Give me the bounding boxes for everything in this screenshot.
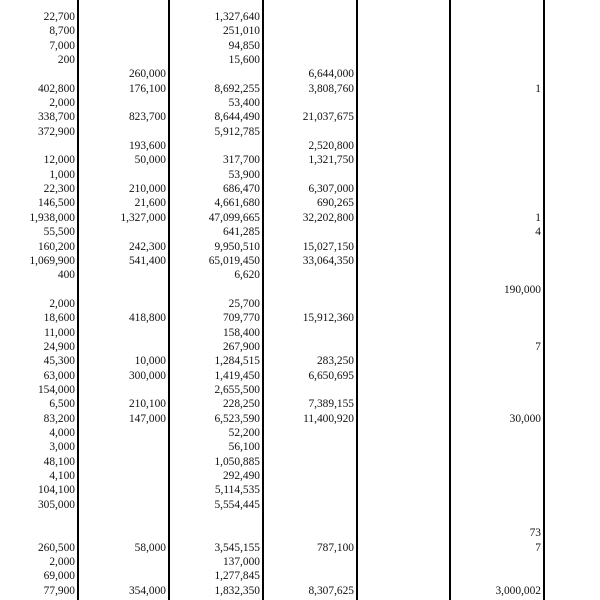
table-cell xyxy=(359,340,447,354)
table-cell: 2,000 xyxy=(49,97,75,110)
table-cell: 52,200 xyxy=(228,426,260,439)
table-cell: 73 xyxy=(529,527,541,540)
table-cell: 541,400 xyxy=(128,254,166,267)
table-cell: 45,300 xyxy=(43,355,75,368)
table-cell xyxy=(80,96,166,110)
table-cell: 8,692,255 xyxy=(214,82,260,95)
table-cell xyxy=(359,254,447,268)
table-cell xyxy=(359,67,447,81)
table-cell: 11,000 xyxy=(44,326,75,339)
table-cell: 200 xyxy=(57,54,75,67)
table-cell xyxy=(265,168,354,182)
table-cell xyxy=(265,297,354,311)
table-cell: 146,500 xyxy=(37,197,75,210)
table-cell: 7 xyxy=(535,541,541,554)
table-cell: 210,000 xyxy=(128,183,166,196)
table-cell: 32,202,800 xyxy=(302,211,354,224)
table-cell xyxy=(452,426,541,440)
table-cell xyxy=(452,455,541,469)
table-cell: 22,700 xyxy=(43,11,75,23)
table-cell xyxy=(0,526,75,540)
table-cell: 190,000 xyxy=(503,283,541,296)
table-cell xyxy=(359,82,447,96)
table-cell: 176,100 xyxy=(128,82,166,95)
table-cell xyxy=(0,139,75,153)
table-cell: 158,400 xyxy=(222,326,260,339)
table-cell xyxy=(265,455,354,469)
table-cell: 709,770 xyxy=(222,312,260,325)
table-cell: 2,000 xyxy=(49,297,75,310)
table-cell: 6,307,000 xyxy=(308,183,354,196)
table-cell xyxy=(452,96,541,110)
table-cell: 260,500 xyxy=(37,541,75,554)
column-divider xyxy=(543,0,545,600)
table-cell xyxy=(171,512,260,526)
table-cell xyxy=(0,512,75,526)
column-divider xyxy=(168,0,170,600)
table-cell xyxy=(265,283,354,297)
table-cell xyxy=(359,96,447,110)
table-cell: 10,000 xyxy=(134,355,166,368)
table-cell: 15,912,360 xyxy=(302,312,354,325)
column-6 xyxy=(452,10,541,598)
table-cell xyxy=(265,440,354,454)
table-cell xyxy=(359,297,447,311)
table-cell xyxy=(265,96,354,110)
table-cell xyxy=(80,39,166,53)
table-cell xyxy=(265,268,354,282)
table-cell xyxy=(359,283,447,297)
table-cell xyxy=(265,10,354,24)
table-cell xyxy=(452,498,541,512)
table-cell xyxy=(171,526,260,540)
table-cell xyxy=(452,110,541,124)
table-cell: 5,912,785 xyxy=(214,125,260,138)
table-cell xyxy=(359,354,447,368)
table-cell: 24,900 xyxy=(43,340,75,353)
table-cell xyxy=(359,555,447,569)
table-cell xyxy=(265,383,354,397)
table-cell xyxy=(359,369,447,383)
column-3 xyxy=(171,10,260,598)
table-cell xyxy=(265,498,354,512)
table-cell xyxy=(452,512,541,526)
table-cell: 1,050,885 xyxy=(214,455,260,468)
table-cell xyxy=(359,240,447,254)
table-cell: 15,600 xyxy=(228,54,260,67)
table-cell xyxy=(452,268,541,282)
table-cell xyxy=(359,526,447,540)
table-cell xyxy=(359,39,447,53)
table-cell: 338,700 xyxy=(37,111,75,124)
table-cell: 6,650,695 xyxy=(308,369,354,382)
table-cell xyxy=(452,483,541,497)
table-cell: 354,000 xyxy=(128,584,166,597)
table-cell xyxy=(80,498,166,512)
table-cell: 823,700 xyxy=(128,111,166,124)
table-cell xyxy=(359,326,447,340)
table-cell xyxy=(265,125,354,139)
table-cell xyxy=(265,426,354,440)
table-cell: 8,307,625 xyxy=(308,584,354,597)
table-cell: 7 xyxy=(535,340,541,353)
table-cell xyxy=(452,67,541,81)
table-cell xyxy=(80,268,166,282)
column-2 xyxy=(80,10,166,598)
table-cell xyxy=(80,10,166,24)
table-cell xyxy=(80,383,166,397)
table-cell xyxy=(359,455,447,469)
table-cell xyxy=(359,10,447,24)
table-cell xyxy=(359,110,447,124)
table-cell xyxy=(265,526,354,540)
table-cell xyxy=(171,283,260,297)
table-cell xyxy=(359,311,447,325)
table-cell: 4,100 xyxy=(49,470,75,482)
table-cell xyxy=(80,340,166,354)
table-cell: 77,900 xyxy=(43,584,75,597)
table-cell: 686,470 xyxy=(222,183,260,196)
table-cell: 22,300 xyxy=(43,183,75,196)
column-divider xyxy=(356,0,358,600)
table-cell: 154,000 xyxy=(37,383,75,396)
table-cell: 267,900 xyxy=(222,340,260,353)
table-cell xyxy=(359,225,447,239)
table-cell xyxy=(359,24,447,38)
table-cell: 305,000 xyxy=(37,498,75,511)
table-cell xyxy=(359,397,447,411)
table-cell: 1,832,350 xyxy=(214,584,260,597)
table-cell xyxy=(80,168,166,182)
table-cell: 1,327,640 xyxy=(214,11,260,23)
table-cell: 3,808,760 xyxy=(308,82,354,95)
table-cell xyxy=(0,283,75,297)
table-cell: 6,620 xyxy=(234,269,260,282)
table-cell xyxy=(452,53,541,67)
table-cell xyxy=(359,483,447,497)
table-cell: 1,938,000 xyxy=(29,211,75,224)
table-cell: 5,114,535 xyxy=(214,484,260,497)
table-cell xyxy=(359,53,447,67)
table-cell: 3,000 xyxy=(49,441,75,454)
table-cell xyxy=(452,369,541,383)
table-cell: 137,000 xyxy=(222,556,260,569)
table-cell: 317,700 xyxy=(222,154,260,167)
table-cell: 50,000 xyxy=(134,154,166,167)
table-cell: 6,500 xyxy=(49,398,75,411)
column-5 xyxy=(359,10,447,598)
table-cell: 56,100 xyxy=(228,441,260,454)
table-cell xyxy=(265,39,354,53)
table-cell xyxy=(80,512,166,526)
table-cell: 402,800 xyxy=(37,82,75,95)
table-cell: 55,500 xyxy=(43,226,75,239)
table-cell xyxy=(359,412,447,426)
table-cell xyxy=(80,526,166,540)
table-cell: 6,644,000 xyxy=(308,68,354,81)
table-cell xyxy=(452,196,541,210)
table-cell: 4,661,680 xyxy=(214,197,260,210)
table-cell xyxy=(265,512,354,526)
table-cell: 418,800 xyxy=(128,312,166,325)
table-cell xyxy=(452,326,541,340)
table-cell xyxy=(452,39,541,53)
table-cell: 641,285 xyxy=(222,226,260,239)
column-4 xyxy=(265,10,354,598)
table-cell xyxy=(80,53,166,67)
table-cell: 283,250 xyxy=(316,355,354,368)
table-cell xyxy=(265,340,354,354)
table-cell: 228,250 xyxy=(222,398,260,411)
table-cell: 372,900 xyxy=(37,125,75,138)
table-cell xyxy=(452,139,541,153)
table-cell: 1 xyxy=(535,82,541,95)
table-cell xyxy=(80,225,166,239)
table-cell xyxy=(80,455,166,469)
table-cell xyxy=(265,326,354,340)
table-cell: 21,600 xyxy=(134,197,166,210)
table-cell xyxy=(80,326,166,340)
column-divider xyxy=(262,0,264,600)
table-cell: 1,000 xyxy=(49,168,75,181)
table-cell: 15,027,150 xyxy=(302,240,354,253)
table-cell xyxy=(359,512,447,526)
table-cell xyxy=(452,397,541,411)
table-cell: 300,000 xyxy=(128,369,166,382)
table-cell: 33,064,350 xyxy=(302,254,354,267)
table-cell: 2,520,800 xyxy=(308,140,354,153)
table-cell xyxy=(452,569,541,583)
table-cell xyxy=(80,297,166,311)
table-cell xyxy=(80,569,166,583)
table-cell: 3,000,002 xyxy=(495,584,541,597)
table-cell: 292,490 xyxy=(222,470,260,482)
table-cell: 9,950,510 xyxy=(214,240,260,253)
table-cell: 787,100 xyxy=(316,541,354,554)
table-cell: 47,099,665 xyxy=(208,211,260,224)
table-cell: 7,389,155 xyxy=(308,398,354,411)
table-cell xyxy=(359,125,447,139)
table-cell: 5,554,445 xyxy=(214,498,260,511)
table-cell: 7,000 xyxy=(49,39,75,52)
table-cell xyxy=(80,483,166,497)
table-cell xyxy=(359,498,447,512)
table-cell xyxy=(452,182,541,196)
table-cell: 12,000 xyxy=(43,154,75,167)
table-cell xyxy=(452,555,541,569)
table-cell xyxy=(359,440,447,454)
table-cell xyxy=(359,469,447,483)
table-cell: 251,010 xyxy=(222,25,260,38)
table-cell xyxy=(452,254,541,268)
table-cell xyxy=(359,153,447,167)
table-cell xyxy=(265,555,354,569)
table-cell xyxy=(359,168,447,182)
table-cell xyxy=(171,67,260,81)
table-cell xyxy=(359,211,447,225)
table-cell xyxy=(452,153,541,167)
table-cell: 400 xyxy=(57,269,75,282)
table-cell: 210,100 xyxy=(128,398,166,411)
table-cell: 147,000 xyxy=(128,412,166,425)
table-cell: 69,000 xyxy=(43,570,75,583)
table-cell xyxy=(452,440,541,454)
table-cell: 690,265 xyxy=(316,197,354,210)
table-cell xyxy=(171,139,260,153)
table-cell xyxy=(80,426,166,440)
table-cell xyxy=(80,24,166,38)
table-cell: 18,600 xyxy=(43,312,75,325)
table-cell xyxy=(452,354,541,368)
table-cell xyxy=(452,297,541,311)
column-1 xyxy=(0,10,75,598)
table-cell xyxy=(80,555,166,569)
table-cell xyxy=(452,383,541,397)
table-cell: 2,000 xyxy=(49,556,75,569)
table-cell: 104,100 xyxy=(37,484,75,497)
table-cell xyxy=(452,10,541,24)
table-cell: 3,545,155 xyxy=(214,541,260,554)
table-cell xyxy=(265,53,354,67)
table-cell: 4 xyxy=(535,226,541,239)
table-cell xyxy=(359,569,447,583)
table-cell xyxy=(80,469,166,483)
table-cell: 260,000 xyxy=(128,68,166,81)
table-cell: 6,523,590 xyxy=(214,412,260,425)
table-cell: 1,277,845 xyxy=(214,570,260,583)
table-cell xyxy=(359,182,447,196)
table-cell xyxy=(452,125,541,139)
table-cell xyxy=(265,225,354,239)
table-cell: 1,419,450 xyxy=(214,369,260,382)
column-divider xyxy=(77,0,79,600)
table-cell xyxy=(452,311,541,325)
table-cell xyxy=(452,24,541,38)
table-cell xyxy=(452,469,541,483)
table-cell xyxy=(359,196,447,210)
table-cell xyxy=(0,67,75,81)
table-cell xyxy=(359,383,447,397)
table-cell: 53,400 xyxy=(228,97,260,110)
table-cell: 25,700 xyxy=(228,297,260,310)
table-cell xyxy=(359,139,447,153)
table-cell xyxy=(80,283,166,297)
table-cell: 21,037,675 xyxy=(302,111,354,124)
table-cell: 8,700 xyxy=(49,25,75,38)
table-cell: 63,000 xyxy=(43,369,75,382)
table-cell xyxy=(452,168,541,182)
table-cell: 242,300 xyxy=(128,240,166,253)
table-cell: 1,069,900 xyxy=(29,254,75,267)
table-cell: 8,644,490 xyxy=(214,111,260,124)
table-cell xyxy=(265,569,354,583)
table-cell xyxy=(452,240,541,254)
table-cell: 83,200 xyxy=(43,412,75,425)
table-cell: 58,000 xyxy=(134,541,166,554)
table-cell xyxy=(359,584,447,598)
table-cell: 11,400,920 xyxy=(303,412,354,425)
table-cell: 1,321,750 xyxy=(308,154,354,167)
table-cell: 2,655,500 xyxy=(214,383,260,396)
table-cell: 53,900 xyxy=(228,168,260,181)
table-cell: 160,200 xyxy=(37,240,75,253)
table-cell: 1,327,000 xyxy=(120,211,166,224)
column-divider xyxy=(449,0,451,600)
table-cell xyxy=(265,469,354,483)
table-cell: 1 xyxy=(535,211,541,224)
table-cell xyxy=(359,541,447,555)
table-cell: 48,100 xyxy=(43,455,75,468)
table-cell xyxy=(359,268,447,282)
table-cell: 1,284,515 xyxy=(214,355,260,368)
table-cell: 30,000 xyxy=(509,412,541,425)
table-cell: 65,019,450 xyxy=(208,254,260,267)
table-cell xyxy=(265,483,354,497)
table-cell: 193,600 xyxy=(128,140,166,153)
table-cell: 4,000 xyxy=(49,426,75,439)
table-cell xyxy=(359,426,447,440)
table-cell: 94,850 xyxy=(228,39,260,52)
table-cell xyxy=(80,440,166,454)
table-cell xyxy=(80,125,166,139)
table-cell xyxy=(265,24,354,38)
